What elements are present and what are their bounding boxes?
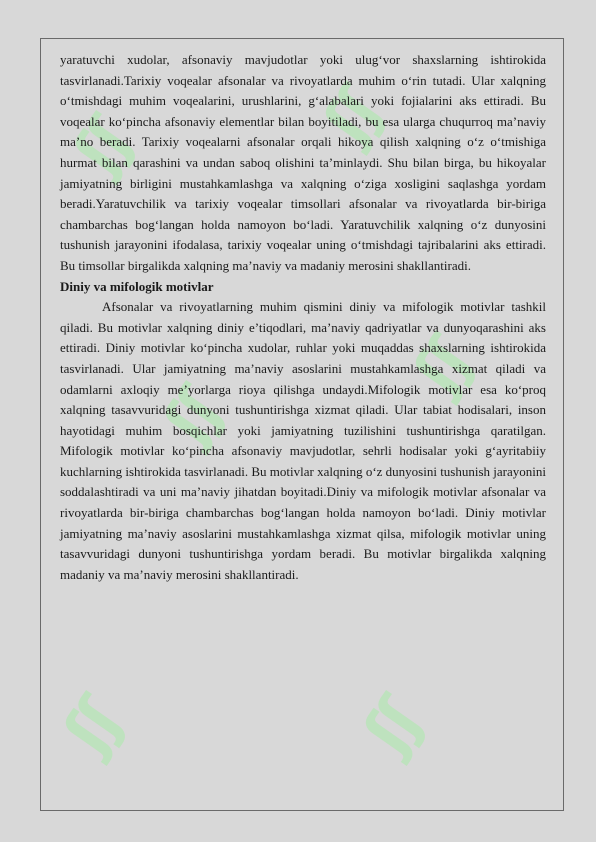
watermark-mark: ʃʃ [149,377,235,456]
body-text [60,50,546,585]
section-heading: Diniy va mifologik motivlar [60,278,214,294]
watermark-mark: ʃʃ [49,687,135,766]
paragraph: yaratuvchi xudolar, afsonaviy mavjudotlar yoki ulug‘vor shaxslarning ishtirokida tasvirlanadi.Tarixiy voqealar afsonalar va rivoyatlarda muhim o‘rin tutadi. Ular xalqning o‘tmishdagi muhim voqealarini, urushlarini, g‘alabalari yoki fojialarini aks ettiradi. Bu voqealar ko‘pincha afsonaviy elementlar bilan boyitiladi, bu esa ularga chuqurroq ma’naviy ma’no beradi. Tarixiy voqealarni afsonalar orqali hikoya qilish xalqning o‘z o‘tmishiga hurmat bilan qarashini va undan saboq olishini ta’minlaydi. Shu bilan birga, bu hikoyalar jamiyatning birligini mustahkamlashga va xalqning o‘ziga xosligini saqlashga yordam beradi.Yaratuvchilik va tarixiy voqealar timsollari afsonalar va rivoyatlarda bir-biriga chambarchas bog‘langan holda namoyon bo‘ladi. Yaratuvchilik xalqning o‘z dunyosini tushunish jarayonini ifodalasa, tarixiy voqealar uning o‘tmishdagi tajribalarini aks ettiradi. Bu timsollar birgalikda xalqning ma’naviy va madaniy merosini shakllantiradi. [60,52,546,273]
watermark-mark: ʃʃ [309,77,395,156]
watermark-mark: ʃʃ [399,327,485,406]
watermark-mark: ʃʃ [59,107,145,186]
watermark-mark: ʃʃ [349,687,435,766]
paragraph: Afsonalar va rivoyatlarning muhim qismini diniy va mifologik motivlar tashkil qiladi. Bu motivlar xalqning diniy e’tiqodlari, ma’naviy qadriyatlar va dunyoqarashini aks ettiradi. Diniy motivlar ko‘pincha xudolar, ruhlar yoki muqaddas shaxslarning ishtirokida tasvirlanadi. Ular jamiyatning ma’naviy asoslarini mustahkamlashga xizmat qiladi va odamlarni axloqiy me’yorlarga rioya qilishga undaydi.Mifologik motivlar esa ko‘proq xalqning tasavvuridagi dunyoni tushuntirishga xizmat qiladi. Ular tabiat hodisalari, inson hayotidagi muhim bosqichlar yoki jamiyatning tuzilishini tushuntirishga qaratilgan. Mifologik motivlar ko‘pincha afsonaviy mavjudotlar, sehrli hodisalar yoki g‘ayritabiiy kuchlarning ishtirokida tasvirlanadi. Bu motivlar xalqning o‘z dunyosini tushunish jarayonini soddalashtiradi va uni ma’naviy jihatdan boyitadi.Diniy va mifologik motivlar afsonalar va rivoyatlarda bir-biriga chambarchas bog‘langan holda namoyon bo‘ladi. Diniy motivlar jamiyatning ma’naviy asoslarini mustahkamlashga xizmat qilsa, mifologik motivlar uning tasavvuridagi dunyoni tushuntirishga yordam beradi. Bu motivlar birgalikda xalqning madaniy va ma’naviy merosini shakllantiradi. [60,299,546,582]
